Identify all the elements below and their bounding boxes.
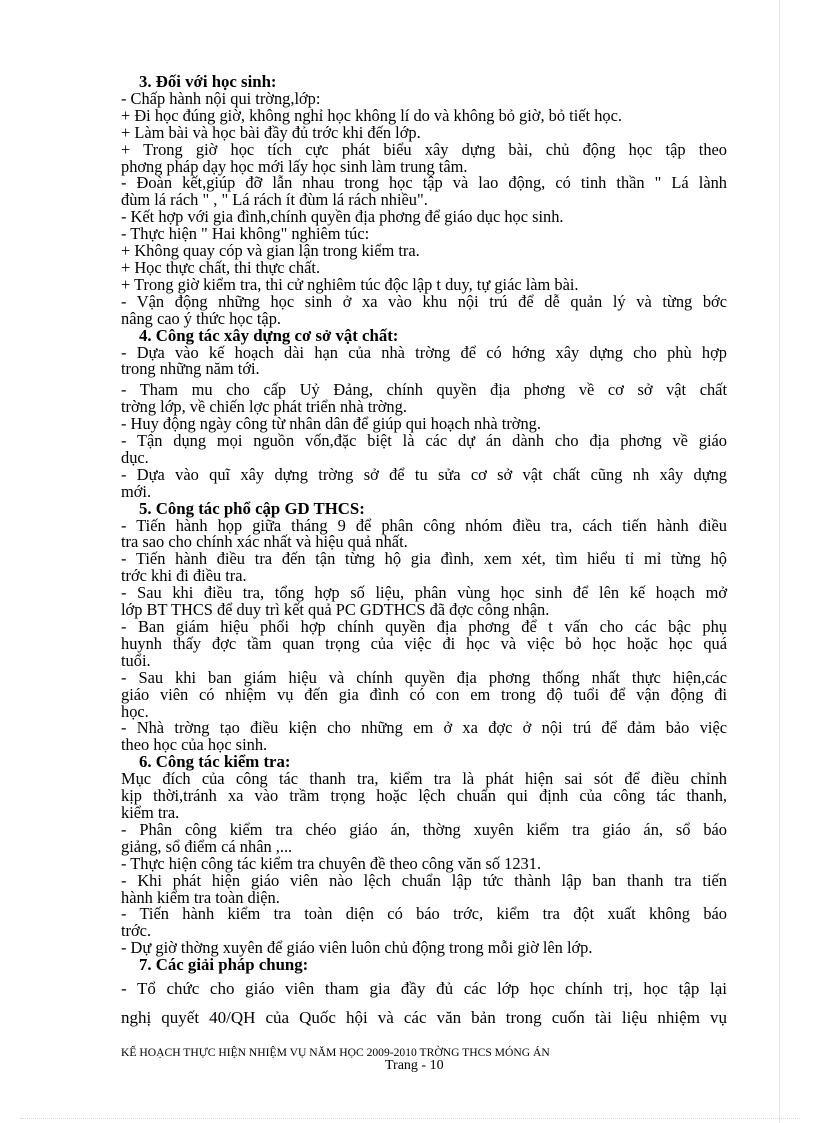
text-line: - Tiến hành họp giữa tháng 9 để phân công nhóm điều tra, cách tiến hành điều <box>121 515 727 535</box>
page-number: Trang - 10 <box>385 1058 444 1073</box>
text-line: - Chấp hành nội qui trờng,lớp: <box>121 88 321 108</box>
page-footer: KẾ HOẠCH THỰC HIỆN NHIỆM VỤ NĂM HỌC 2009-2010 TRỜNG THCS MÓNG ÁN <box>121 1046 550 1059</box>
text-line: lớp BT THCS để duy trì kết quả PC GDTHCS đã đợc công nhận. <box>121 600 550 620</box>
text-line: đùm lá rách " , " Lá rách ít đùm lá rách nhiều". <box>121 190 428 210</box>
text-line: + Trong giờ kiểm tra, thi cử nghiêm túc độc lập t duy, tự giác làm bài. <box>121 274 579 294</box>
text-line: nâng cao ý thức học tập. <box>121 308 281 328</box>
text-line: - Vận động những học sinh ở xa vào khu nội trú để dễ quản lý và từng bớc <box>121 291 727 311</box>
text-line: mới. <box>121 481 152 501</box>
text-line: giảng, sổ điểm cá nhân ,... <box>121 836 293 856</box>
page-edge-line <box>779 0 780 1123</box>
section-heading: 7. Các giải pháp chung: <box>139 955 309 975</box>
text-line: - Ban giám hiệu phối hợp chính quyền địa phơng để t vấn cho các bậc phụ <box>121 617 727 636</box>
text-line: hành kiểm tra toàn diện. <box>121 887 280 907</box>
text-line: - Phân công kiểm tra chéo giáo án, thờng xuyên kiểm tra giáo án, sổ báo <box>121 819 727 839</box>
text-line: - Kết hợp với gia đình,chính quyền địa phơng để giáo dục học sinh. <box>121 207 564 227</box>
text-line: - Dựa vào kế hoạch dài hạn của nhà trờng để có hớng xây dựng cho phù hợp <box>121 342 727 362</box>
text-line: dục. <box>121 447 149 467</box>
text-line: - Tổ chức cho giáo viên tham gia đầy đủ các lớp học chính trị, học tập lại <box>121 979 727 999</box>
page-bottom-border <box>20 1118 800 1119</box>
text-line: - Sau khi điều tra, tổng hợp số liệu, phân vùng học sinh để lên kế hoạch mở <box>121 583 727 603</box>
text-line: kiểm tra. <box>121 802 180 822</box>
text-line: + Không quay cóp và gian lận trong kiểm tra. <box>121 241 420 261</box>
text-line: tuổi. <box>121 650 151 670</box>
text-line: - Huy động ngày công từ nhân dân để giúp qui hoạch nhà trờng. <box>121 414 541 434</box>
text-line: trờng lớp, về chiến lợc phát triển nhà trờng. <box>121 397 407 417</box>
text-line: - Đoàn kết,giúp đỡ lẫn nhau trong học tập và lao động, có tinh thần " Lá lành <box>121 173 727 193</box>
text-line: tra sao cho chính xác nhất và hiệu quả nhất. <box>121 532 408 552</box>
section-heading: 5. Công tác phổ cập GD THCS: <box>139 498 365 518</box>
section-heading: 4. Công tác xây dựng cơ sở vật chất: <box>139 325 399 345</box>
text-line: học. <box>121 701 149 721</box>
text-line: giáo viên có nhiệm vụ đến gia đình có con em trong độ tuổi để vận động đi <box>121 684 727 704</box>
section-heading: 3. Đối với học sinh: <box>139 72 277 91</box>
text-line: - Tận dụng mọi nguồn vốn,đặc biệt là các dự án dành cho địa phơng về giáo <box>121 431 727 451</box>
text-line: - Thực hiện công tác kiểm tra chuyên đề theo công văn số 1231. <box>121 853 542 873</box>
text-line: Mục đích của công tác thanh tra, kiểm tra là phát hiện sai sót để điều chỉnh <box>121 769 727 789</box>
text-line: trong những năm tới. <box>121 359 260 379</box>
text-line: + Làm bài và học bài đầy đủ trớc khi đến lớp. <box>121 122 421 142</box>
text-line: - Sau khi ban giám hiệu và chính quyền địa phơng thống nhất thực hiện,các <box>121 667 727 687</box>
text-line: + Học thực chất, thi thực chất. <box>121 257 321 277</box>
text-line: - Tiến hành điều tra đến tận từng hộ gia đình, xem xét, tìm hiểu tỉ mỉ từng hộ <box>121 549 727 569</box>
text-line: - Tham mu cho cấp Uỷ Đảng, chính quyền địa phơng về cơ sở vật chất <box>121 380 727 400</box>
text-line: - Dự giờ thờng xuyên để giáo viên luôn chủ động trong mỗi giờ lên lớp. <box>121 938 593 958</box>
text-line: trớc khi đi điều tra. <box>121 566 247 586</box>
section-heading: 6. Công tác kiểm tra: <box>139 752 291 772</box>
document-body <box>121 74 727 1032</box>
text-line: - Khi phát hiện giáo viên nào lệch chuẩn lập tức thành lập ban thanh tra tiến <box>121 870 727 890</box>
text-line: huynh thấy đợc tầm quan trọng của việc đi học và việc bỏ học hoặc học quá <box>121 633 727 653</box>
text-line: kịp thời,tránh xa vào trầm trọng hoặc lệch chuẩn qui định của công tác thanh, <box>121 786 727 806</box>
text-line: - Dựa vào quĩ xây dựng trờng sở để tu sửa cơ sở vật chất cũng nh xây dựng <box>121 464 727 484</box>
text-line: trớc. <box>121 921 152 941</box>
text-line: theo học của học sinh. <box>121 735 268 755</box>
text-line: phơng pháp dạy học mới lấy học sinh làm trung tâm. <box>121 156 468 176</box>
text-line: - Tiến hành kiểm tra toàn diện có báo trớc, kiểm tra đột xuất không báo <box>121 904 727 924</box>
text-line: - Thực hiện " Hai không" nghiêm túc: <box>121 224 370 244</box>
text-line: + Trong giờ học tích cực phát biểu xây dựng bài, chủ động học tập theo <box>121 139 727 159</box>
text-line: + Đi học đúng giờ, không nghỉ học không lí do và không bỏ giờ, bỏ tiết học. <box>121 105 622 125</box>
text-line: nghị quyết 40/QH của Quốc hội và các văn bản trong cuốn tài liệu nhiệm vụ <box>121 1008 727 1028</box>
text-line: - Nhà trờng tạo điều kiện cho những em ở xa đợc ở nội trú để đảm bảo việc <box>121 718 727 738</box>
